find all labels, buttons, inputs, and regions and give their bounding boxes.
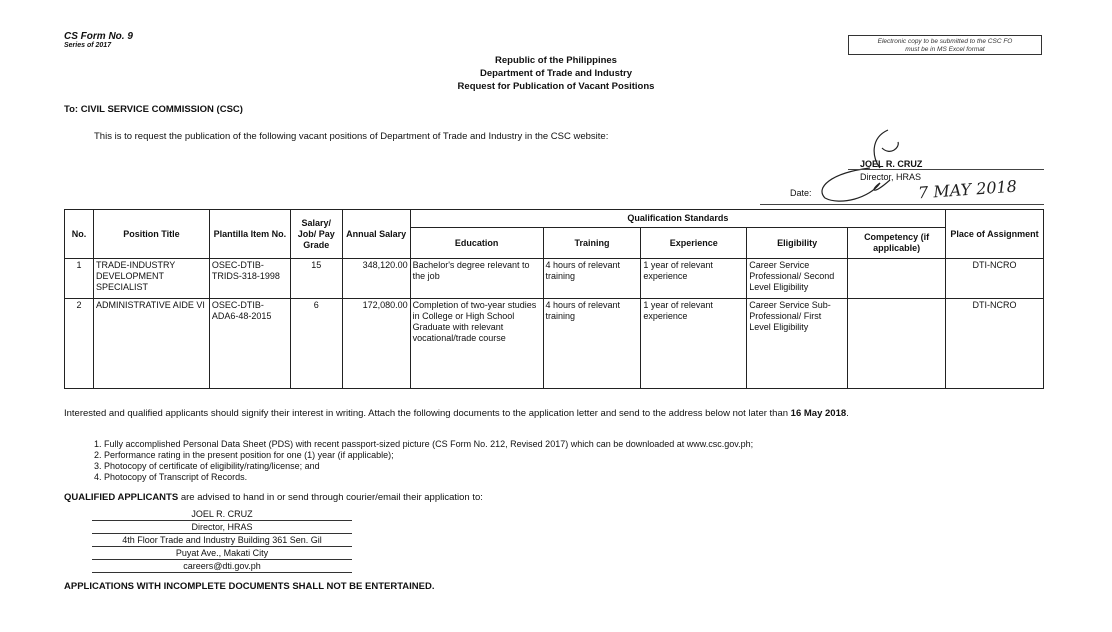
cell-plantilla: OSEC-DTIB-ADA6-48-2015 bbox=[209, 299, 290, 389]
cell-salary: 348,120.00 bbox=[342, 259, 410, 299]
form-series: Series of 2017 bbox=[64, 42, 112, 49]
table-row bbox=[65, 299, 1044, 389]
deadline: 16 May 2018 bbox=[790, 408, 847, 419]
address-line-1: 4th Floor Trade and Industry Building 361 Sen. Gil bbox=[92, 534, 352, 547]
cell-education: Completion of two-year studies in College or High School Graduate with relevant vocational/trade course bbox=[410, 299, 543, 389]
intro-text: This is to request the publication of the following vacant positions of Department of Trade and Industry in the CSC website: bbox=[94, 131, 609, 142]
address-name: JOEL R. CRUZ bbox=[92, 508, 352, 521]
cell-no: 1 bbox=[65, 259, 94, 299]
handwritten-date: 7 MAY 2018 bbox=[917, 176, 1018, 203]
date-label: Date: bbox=[790, 188, 812, 198]
instructions-text: Interested and qualified applicants should signify their interest in writing. Attach the following documents to the application letter and send to the address below not later than bbox=[64, 408, 789, 419]
cell-position: TRADE-INDUSTRY DEVELOPMENT SPECIALIST bbox=[93, 259, 209, 299]
header-place: Place of Assignment bbox=[946, 210, 1044, 259]
cell-competency bbox=[848, 259, 946, 299]
requirements-list bbox=[94, 439, 753, 483]
cell-experience: 1 year of relevant experience bbox=[641, 299, 747, 389]
date-line bbox=[760, 204, 1044, 205]
header-experience: Experience bbox=[641, 228, 747, 259]
cell-position: ADMINISTRATIVE AIDE VI bbox=[93, 299, 209, 389]
incomplete-documents-warning: APPLICATIONS WITH INCOMPLETE DOCUMENTS SHALL NOT BE ENTERTAINED. bbox=[64, 581, 435, 592]
signatory-name: JOEL R. CRUZ bbox=[860, 159, 923, 169]
cell-education: Bachelor's degree relevant to the job bbox=[410, 259, 543, 299]
requirement-item: 1. Fully accomplished Personal Data Sheet (PDS) with recent passport-sized picture (CS Form No. 212, Revised 2017) which can be downloaded at www.csc.gov.ph; bbox=[94, 439, 754, 449]
mailing-address bbox=[92, 508, 352, 573]
vacant-positions-table bbox=[64, 209, 1044, 389]
address-line-2: Puyat Ave., Makati City bbox=[92, 547, 352, 560]
cell-place: DTI-NCRO bbox=[946, 299, 1044, 389]
cell-competency bbox=[848, 299, 946, 389]
header-plantilla: Plantilla Item No. bbox=[209, 210, 290, 259]
cell-training: 4 hours of relevant training bbox=[543, 259, 641, 299]
qa-rest: are advised to hand in or send through courier/email their application to: bbox=[178, 492, 483, 503]
cell-grade: 6 bbox=[290, 299, 342, 389]
addressee: To: CIVIL SERVICE COMMISSION (CSC) bbox=[64, 104, 243, 115]
header-training: Training bbox=[543, 228, 641, 259]
header-qualification-standards: Qualification Standards bbox=[410, 210, 945, 228]
header-annual-salary: Annual Salary bbox=[342, 210, 410, 259]
cell-grade: 15 bbox=[290, 259, 342, 299]
notice-line-1: Electronic copy to be submitted to the CSC FO bbox=[877, 38, 1013, 45]
cell-experience: 1 year of relevant experience bbox=[641, 259, 747, 299]
heading-department: Department of Trade and Industry bbox=[479, 68, 633, 79]
notice-line-2: must be in MS Excel format bbox=[905, 46, 985, 53]
cell-place: DTI-NCRO bbox=[946, 259, 1044, 299]
cell-no: 2 bbox=[65, 299, 94, 389]
requirement-item: 2. Performance rating in the present position for one (1) year (if applicable); bbox=[94, 450, 394, 460]
form-number: CS Form No. 9 bbox=[64, 31, 133, 42]
header-competency: Competency (if applicable) bbox=[848, 228, 946, 259]
cell-eligibility: Career Service Professional/ Second Level Eligibility bbox=[747, 259, 848, 299]
header-education: Education bbox=[410, 228, 543, 259]
header-position-title: Position Title bbox=[93, 210, 209, 259]
header-eligibility: Eligibility bbox=[747, 228, 848, 259]
submission-instruction bbox=[64, 492, 483, 503]
signatory-title: Director, HRAS bbox=[860, 172, 922, 182]
excel-format-notice bbox=[848, 35, 1042, 55]
requirement-item: 4. Photocopy of Transcript of Records. bbox=[94, 472, 248, 482]
requirement-item: 3. Photocopy of certificate of eligibility/rating/license; and bbox=[94, 461, 320, 471]
signature-line bbox=[848, 169, 1044, 170]
header-no: No. bbox=[65, 210, 94, 259]
address-email[interactable]: careers@dti.gov.ph bbox=[92, 560, 352, 573]
page-title: Request for Publication of Vacant Positions bbox=[457, 81, 655, 92]
cell-eligibility: Career Service Sub-Professional/ First Level Eligibility bbox=[747, 299, 848, 389]
cell-salary: 172,080.00 bbox=[342, 299, 410, 389]
cell-training: 4 hours of relevant training bbox=[543, 299, 641, 389]
qa-bold: QUALIFIED APPLICANTS bbox=[64, 492, 179, 503]
table-row bbox=[65, 259, 1044, 299]
header-grade: Salary/ Job/ Pay Grade bbox=[290, 210, 342, 259]
cell-plantilla: OSEC-DTIB-TRIDS-318-1998 bbox=[209, 259, 290, 299]
heading-republic: Republic of the Philippines bbox=[495, 55, 617, 66]
address-title: Director, HRAS bbox=[92, 521, 352, 534]
instructions-paragraph: Interested and qualified applicants should signify their interest in writing. Attach the following documents to the application letter and send to the address below not later than 16 May 2018. bbox=[64, 408, 849, 419]
